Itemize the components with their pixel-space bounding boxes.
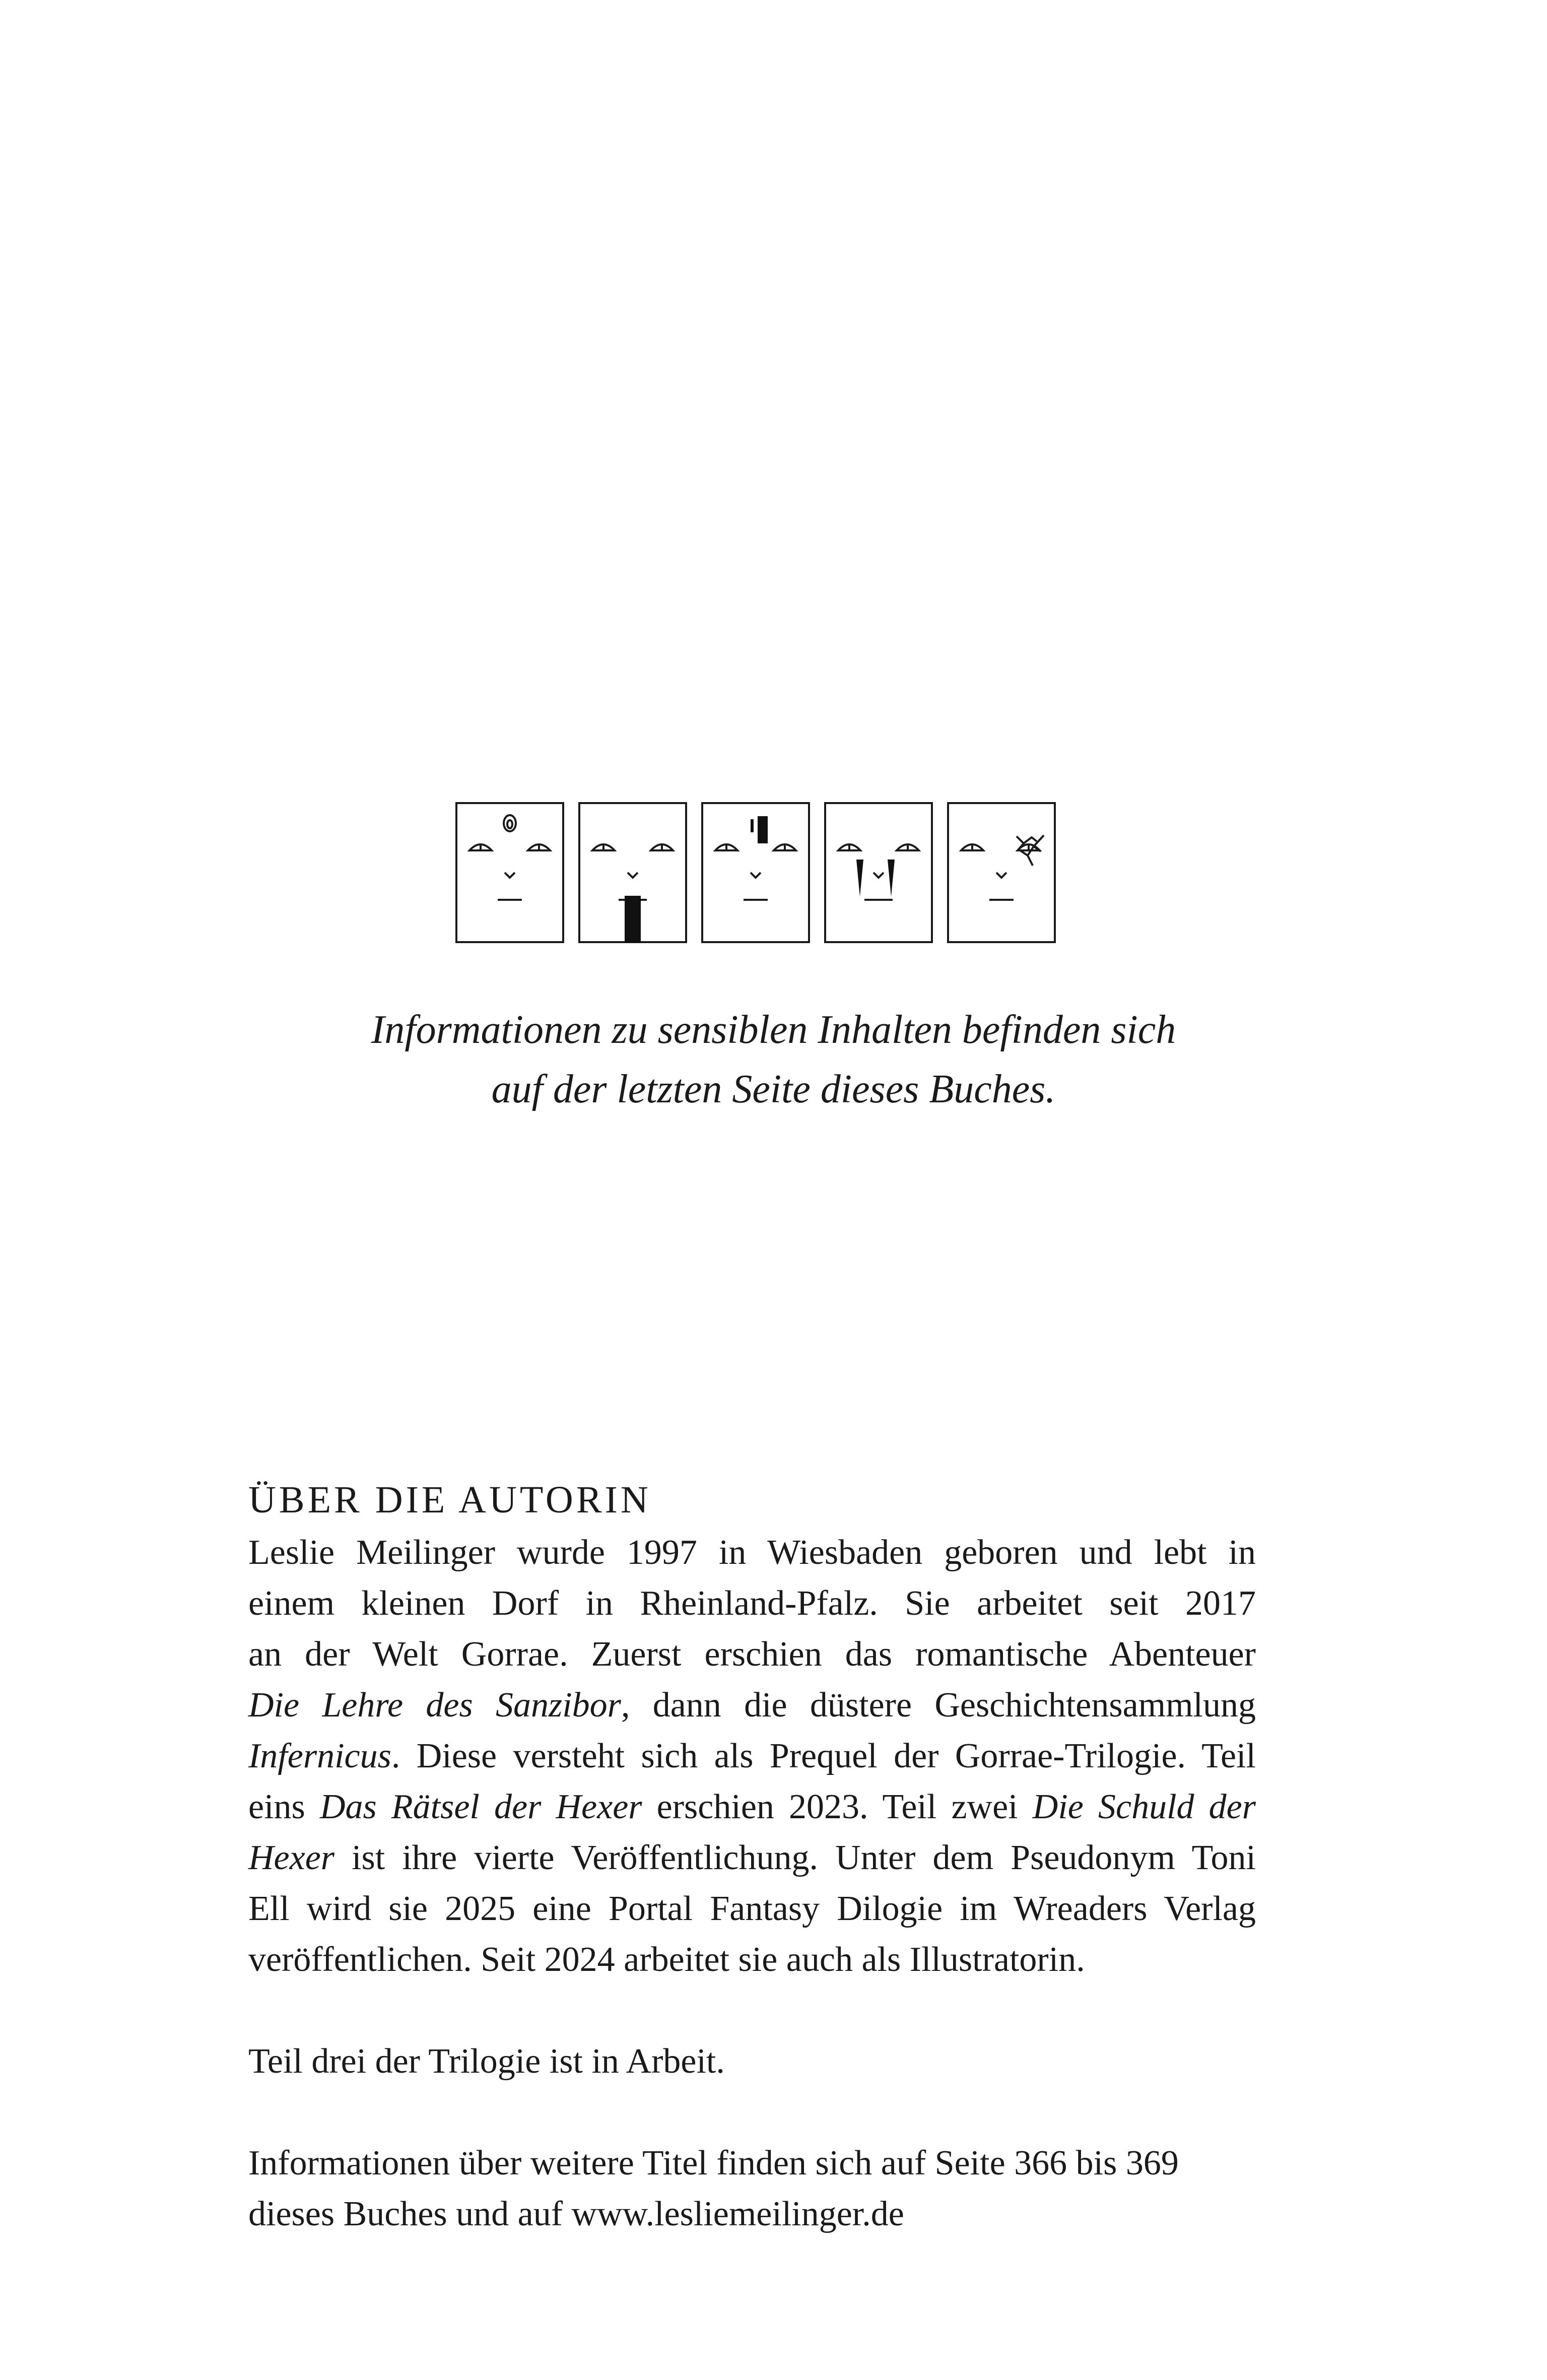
face-crack-icon bbox=[948, 803, 1055, 942]
bio-line bbox=[248, 1832, 1256, 1883]
about-heading: ÜBER DIE AUTORIN bbox=[248, 1479, 651, 1521]
bio-text: eins bbox=[248, 1788, 320, 1826]
notice-line-1: Informationen zu sensiblen Inhalten befinden sich bbox=[371, 1008, 1176, 1052]
bio-text: . Diese versteht sich als Prequel der Gorrae-Trilogie. Teil bbox=[391, 1737, 1256, 1775]
book-title: Infernicus bbox=[248, 1737, 391, 1775]
notice-line-2: auf der letzten Seite dieses Buches. bbox=[491, 1067, 1056, 1111]
book-title: Die Lehre des Sanzibor bbox=[248, 1686, 621, 1725]
bio-line: veröffentlichen. Seit 2024 arbeitet sie auch als Illustratorin. bbox=[248, 1940, 1085, 1979]
info-line: dieses Buches und auf www.lesliemeilinger.de bbox=[248, 2195, 904, 2233]
author-bio bbox=[248, 1527, 1256, 1985]
bio-line: Ell wird sie 2025 eine Portal Fantasy Dilogie im Wreaders Verlag bbox=[248, 1889, 1256, 1928]
bio-text: ist ihre vierte Veröffentlichung. Unter dem Pseudonym Toni bbox=[334, 1838, 1256, 1877]
sensitive-content-notice bbox=[252, 1000, 1295, 1119]
book-title: Die Schuld der bbox=[1032, 1788, 1256, 1826]
bio-text: , dann die düstere Geschichtensammlung bbox=[621, 1686, 1256, 1725]
book-title: Hexer bbox=[248, 1838, 335, 1877]
bio-text: erschien 2023. Teil zwei bbox=[642, 1788, 1033, 1826]
book-title: Das Rätsel der Hexer bbox=[319, 1788, 642, 1826]
trilogy-status: Teil drei der Trilogie ist in Arbeit. bbox=[248, 2042, 725, 2081]
info-line: Informationen über weitere Titel finden sich auf Seite 366 bis 369 bbox=[248, 2144, 1179, 2183]
face-panels-ornament bbox=[454, 801, 1060, 944]
face-fangs-icon bbox=[825, 803, 932, 942]
about-the-author bbox=[248, 1475, 1256, 2239]
bio-line bbox=[248, 1731, 1256, 1781]
bio-line: an der Welt Gorrae. Zuerst erschien das romantische Abenteuer bbox=[248, 1635, 1256, 1674]
bio-line: einem kleinen Dorf in Rheinland-Pfalz. Sie arbeitet seit 2017 bbox=[248, 1584, 1256, 1623]
bio-line bbox=[248, 1680, 1256, 1731]
face-mark-icon bbox=[702, 803, 809, 942]
more-titles-info bbox=[248, 2138, 1256, 2239]
face-eye-icon bbox=[456, 803, 563, 942]
bio-line: Leslie Meilinger wurde 1997 in Wiesbaden geboren und lebt in bbox=[248, 1533, 1256, 1572]
bio-line bbox=[248, 1781, 1256, 1832]
